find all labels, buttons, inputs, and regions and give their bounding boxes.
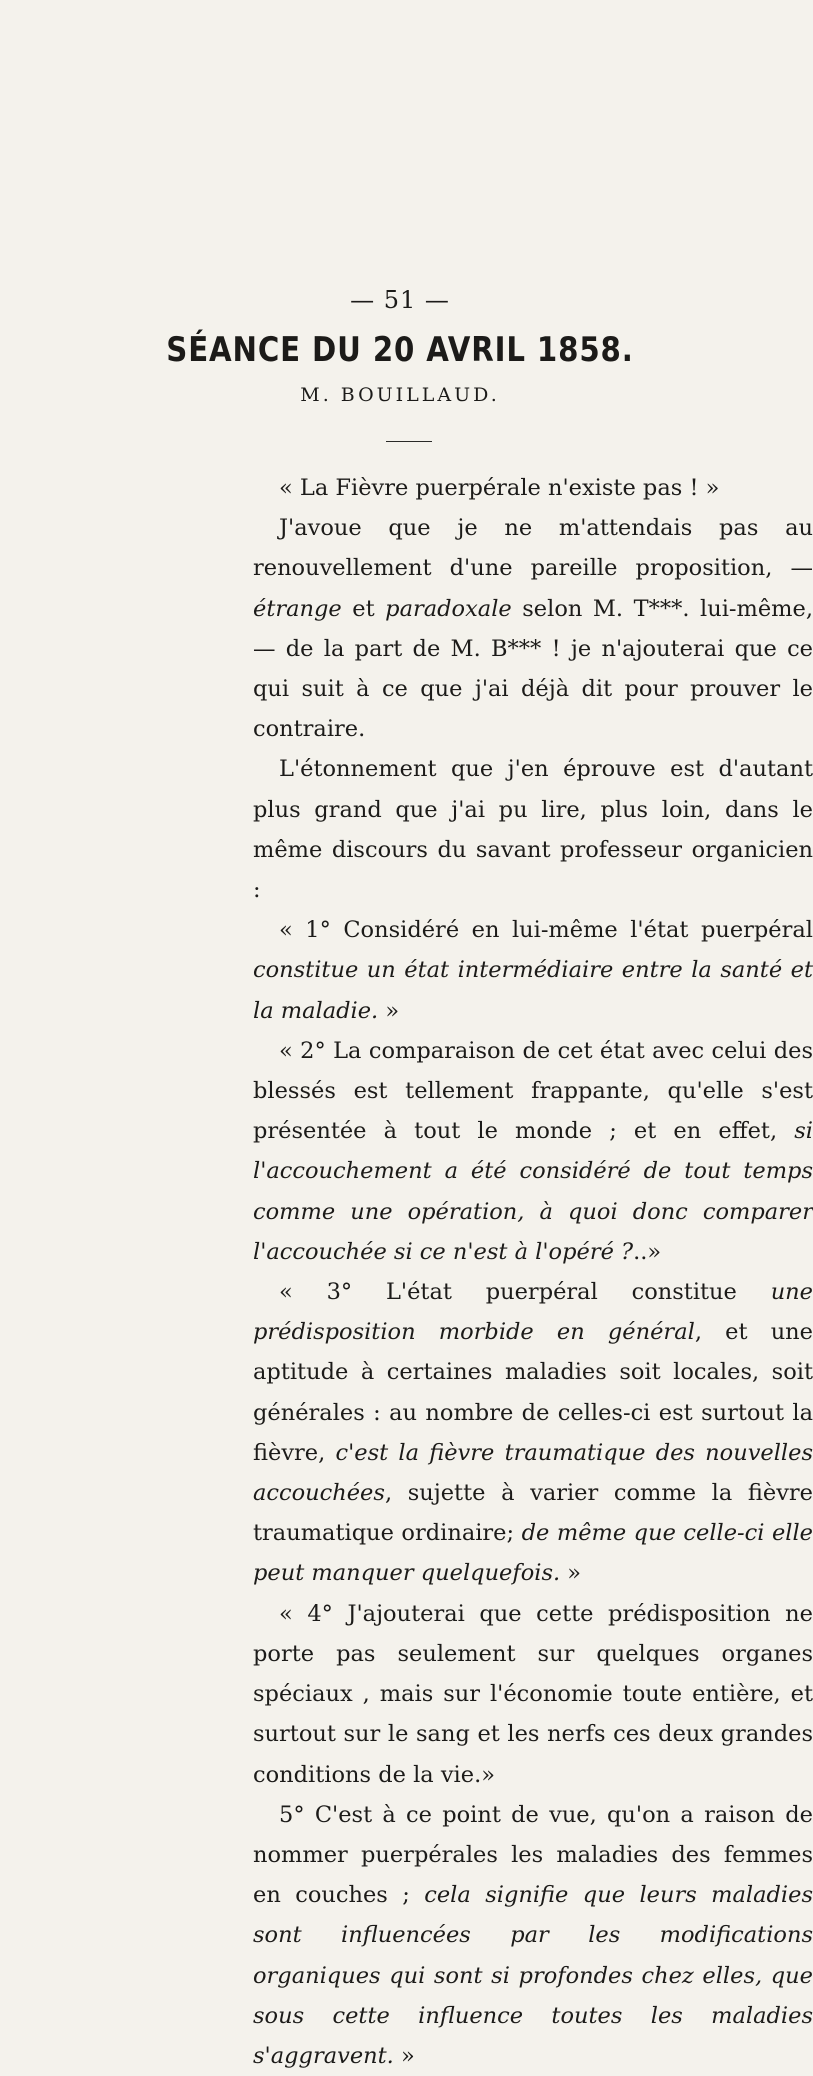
page-number: — 51 — xyxy=(350,286,450,314)
section-divider xyxy=(386,441,432,442)
text-run: J'avoue que je ne m'attendais pas au renouvellement d'une pareille proposition, — xyxy=(253,515,813,582)
text-run: « 3° L'état puerpéral constitue xyxy=(279,1279,771,1306)
paragraph xyxy=(253,910,813,1031)
italic-text: si l'accouchement a été considéré de tout temps comme une opération, à quoi donc comparer l'accouchée si ce n'est à l'opéré ? xyxy=(253,1118,813,1265)
italic-text: c'est la fièvre traumatique des nouvelles accouchées xyxy=(253,1439,813,1507)
text-run: , et une aptitude à certaines maladies soit locales, soit générales : au nombre de celles-ci est surtout la fièvre, xyxy=(253,1319,813,1466)
text-run: , sujette à varier comme la fièvre traumatique ordinaire; xyxy=(253,1480,813,1547)
paragraph xyxy=(253,749,813,910)
text-run: » xyxy=(560,1560,582,1587)
text-run: L'étonnement que j'en éprouve est d'autant plus grand que j'ai pu lire, plus loin, dans le même discours du savant professeur organicien : xyxy=(253,756,813,904)
text-run: » xyxy=(393,2042,415,2069)
text-run: « 2° La comparaison de cet état avec celui des blessés est tellement frappante, qu'elle s'est présentée à tout le monde ; et en effet, xyxy=(253,1037,813,1145)
italic-text: constitue un état intermédiaire entre la santé et la maladie. xyxy=(253,957,813,1024)
paragraph xyxy=(253,1594,813,1795)
text-run: ..» xyxy=(633,1238,662,1265)
session-title: SÉANCE DU 20 AVRIL 1858. xyxy=(166,330,634,370)
text-run: » xyxy=(378,997,400,1024)
paragraph xyxy=(253,1031,813,1272)
text-run: et xyxy=(341,595,386,622)
speaker-name: M. BOUILLAUD. xyxy=(300,384,500,406)
paragraph xyxy=(253,1272,813,1594)
quote-text: « La Fièvre puerpérale n'existe pas ! » xyxy=(279,475,720,501)
italic-text: cela signifie que leurs maladies sont influencées par les modifications organiques qui sont si profondes chez elles, que sous cette influence toutes les maladies s'aggravent. xyxy=(253,1882,813,2069)
paragraph xyxy=(253,1795,813,2076)
text-run: selon M. T***. lui-même, — de la part de M. B*** ! je n'ajouterai que ce qui suit à ce que j'ai déjà dit pour prouver le contraire. xyxy=(253,595,813,743)
italic-text: paradoxale xyxy=(385,595,512,622)
text-run: « 1° Considéré en lui-même l'état puerpéral xyxy=(279,917,813,944)
italic-text: étrange xyxy=(253,595,342,622)
text-run: 5° C'est à ce point de vue, qu'on a raison de nommer puerpérales les maladies des femmes en couches ; xyxy=(253,1801,813,1909)
italic-text: de même que celle-ci elle peut manquer quelquefois. xyxy=(253,1520,813,1587)
italic-text: une prédisposition morbide en général xyxy=(253,1279,813,1346)
body-text xyxy=(253,468,813,2076)
paragraph xyxy=(253,468,813,508)
paragraph xyxy=(253,508,813,749)
text-run: « 4° J'ajouterai que cette prédisposition ne porte pas seulement sur quelques organes spéciaux , mais sur l'économie toute entière, et surtout sur le sang et les nerfs ces deux grandes conditions de la vie.» xyxy=(253,1600,813,1788)
